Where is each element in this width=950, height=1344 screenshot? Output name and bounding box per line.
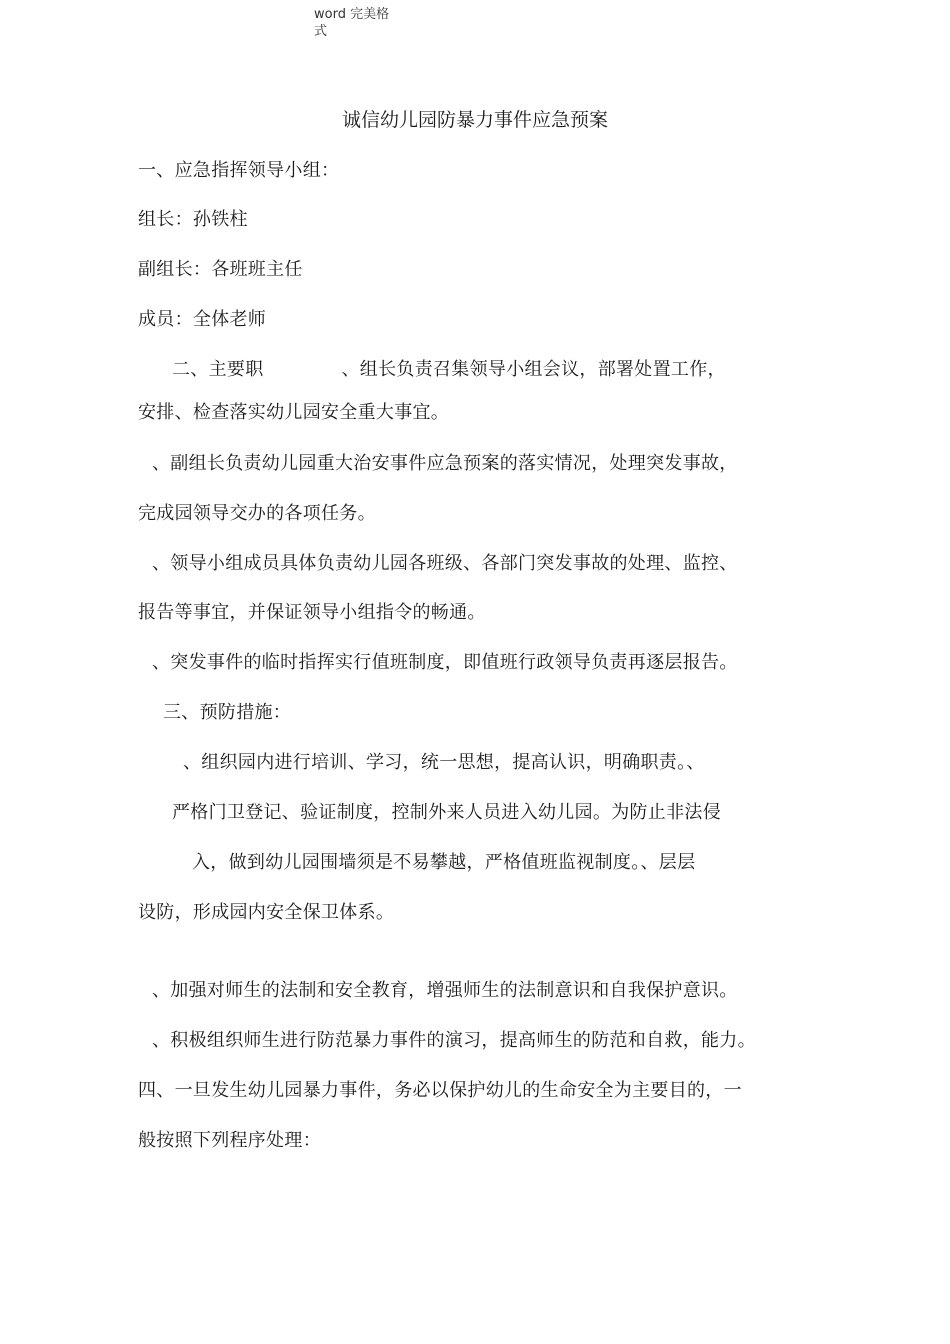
paragraph-line: 安排、检查落实幼儿园安全重大事宜。 xyxy=(138,402,450,423)
paragraph-text: 、组长负责召集领导小组会议，部署处置工作， xyxy=(341,359,726,380)
paragraph-line: 设防，形成园内安全保卫体系。 xyxy=(138,902,395,923)
document-title: 诚信幼儿园防暴力事件应急预案 xyxy=(341,109,608,131)
section-heading-1: 一、应急指挥领导小组： xyxy=(138,160,340,181)
paragraph-line: 、副组长负责幼儿园重大治安事件应急预案的落实情况，处理突发事故， xyxy=(152,453,738,474)
paragraph-line: 严格门卫登记、验证制度，控制外来人员进入幼儿园。为防止非法侵 xyxy=(172,802,721,823)
paragraph-line: 完成园领导交办的各项任务。 xyxy=(138,503,376,524)
paragraph-line: 组长：孙铁柱 xyxy=(138,209,248,230)
paragraph-line: 、积极组织师生进行防范暴力事件的演习，提高师生的防范和自救，能力。 xyxy=(152,1030,756,1051)
paragraph-line: 入，做到幼儿园围墙须是不易攀越，严格值班监视制度。、层层 xyxy=(192,852,696,873)
section-heading-2-line xyxy=(172,357,726,383)
section-heading-2: 二、主要职 xyxy=(172,359,264,380)
header-note: word 完美格式 xyxy=(314,7,390,39)
paragraph-line: 、突发事件的临时指挥实行值班制度，即值班行政领导负责再逐层报告。 xyxy=(152,652,738,673)
paragraph-line: 报告等事宜，并保证领导小组指令的畅通。 xyxy=(138,602,486,623)
paragraph-line: 副组长：各班班主任 xyxy=(138,259,303,280)
paragraph-line: 般按照下列程序处理： xyxy=(138,1130,321,1151)
paragraph-line: 、加强对师生的法制和安全教育，增强师生的法制意识和自我保护意识。 xyxy=(152,980,738,1001)
section-heading-3: 三、预防措施： xyxy=(163,702,292,723)
paragraph-line: 成员：全体老师 xyxy=(138,309,267,330)
paragraph-line: 、领导小组成员具体负责幼儿园各班级、各部门突发事故的处理、监控、 xyxy=(152,553,738,574)
section-heading-4: 四、一旦发生幼儿园暴力事件，务必以保护幼儿的生命安全为主要目的，一 xyxy=(138,1080,742,1101)
paragraph-line: 、组织园内进行培训、学习，统一思想，提高认识，明确职责。、 xyxy=(183,752,705,773)
